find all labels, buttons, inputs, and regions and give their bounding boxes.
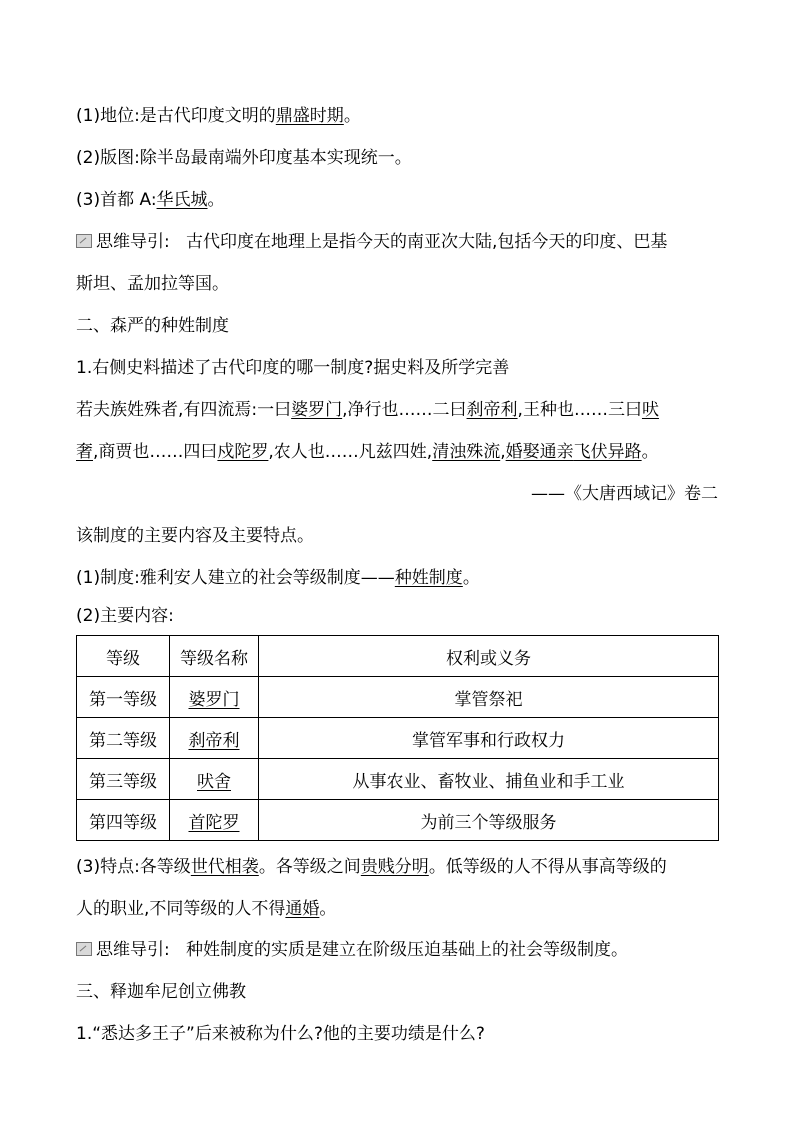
table-cell: 为前三个等级服务	[259, 800, 719, 841]
table-cell: 从事农业、畜牧业、捕鱼业和手工业	[259, 759, 719, 800]
content-line: (2)主要内容:	[76, 606, 174, 626]
capital-line: (3)首都 A:华氏城。	[76, 190, 225, 210]
section-heading-buddhism: 三、释迦牟尼创立佛教	[76, 982, 246, 1002]
features-line: (3)特点:各等级世代相袭。各等级之间贵贱分明。低等级的人不得从事高等级的	[76, 857, 667, 877]
table-cell: 吠舍	[170, 759, 259, 800]
table-cell: 掌管军事和行政权力	[259, 718, 719, 759]
table-cell: 婆罗门	[170, 677, 259, 718]
question-1: 1.右侧史料描述了古代印度的哪一制度?据史料及所学完善	[76, 358, 510, 378]
thinking-guide-1: 思维导引: 古代印度在地理上是指今天的南亚次大陆,包括今天的印度、巴基	[76, 230, 667, 254]
pencil-note-icon	[76, 234, 92, 248]
section-heading-caste: 二、森严的种姓制度	[76, 316, 229, 336]
answer-blank: 种姓制度	[394, 568, 463, 588]
position-line: (1)地位:是古代印度文明的鼎盛时期。	[76, 106, 361, 126]
table-header: 等级名称	[170, 636, 259, 677]
prompt-line: 该制度的主要内容及主要特点。	[76, 526, 314, 546]
guide-label: 思维导引:	[96, 940, 170, 960]
territory-line: (2)版图:除半岛最南端外印度基本实现统一。	[76, 148, 412, 168]
guide-label: 思维导引:	[96, 232, 170, 252]
table-header: 等级	[77, 636, 170, 677]
table-cell: 第一等级	[77, 677, 170, 718]
answer-blank: 鼎盛时期	[275, 106, 344, 126]
table-cell: 首陀罗	[170, 800, 259, 841]
table-cell: 第二等级	[77, 718, 170, 759]
pencil-note-icon	[76, 942, 92, 956]
system-line: (1)制度:雅利安人建立的社会等级制度——种姓制度。	[76, 568, 480, 588]
table-row	[77, 759, 719, 800]
thinking-guide-1-cont: 斯坦、孟加拉等国。	[76, 274, 229, 294]
quote-line-1: 若夫族姓殊者,有四流焉:一曰婆罗门,净行也……二曰刹帝利,王种也……三曰吠	[76, 400, 659, 420]
question-2: 1.“悉达多王子”后来被称为什么?他的主要功绩是什么?	[76, 1024, 485, 1044]
answer-blank: 华氏城	[156, 190, 208, 210]
table-cell: 第三等级	[77, 759, 170, 800]
table-cell: 第四等级	[77, 800, 170, 841]
table-cell: 刹帝利	[170, 718, 259, 759]
table-cell: 掌管祭祀	[259, 677, 719, 718]
table-row	[77, 677, 719, 718]
thinking-guide-2: 思维导引: 种姓制度的实质是建立在阶级压迫基础上的社会等级制度。	[76, 938, 628, 962]
table-header-row	[77, 636, 719, 677]
table-row	[77, 718, 719, 759]
table-row	[77, 800, 719, 841]
quote-source: ——《大唐西域记》卷二	[531, 484, 718, 504]
table-header: 权利或义务	[259, 636, 719, 677]
quote-line-2: 奢,商贾也……四曰戍陀罗,农人也……凡兹四姓,清浊殊流,婚娶通亲飞伏异路。	[76, 442, 659, 462]
caste-table	[76, 635, 719, 841]
features-line-cont: 人的职业,不同等级的人不得通婚。	[76, 899, 337, 919]
